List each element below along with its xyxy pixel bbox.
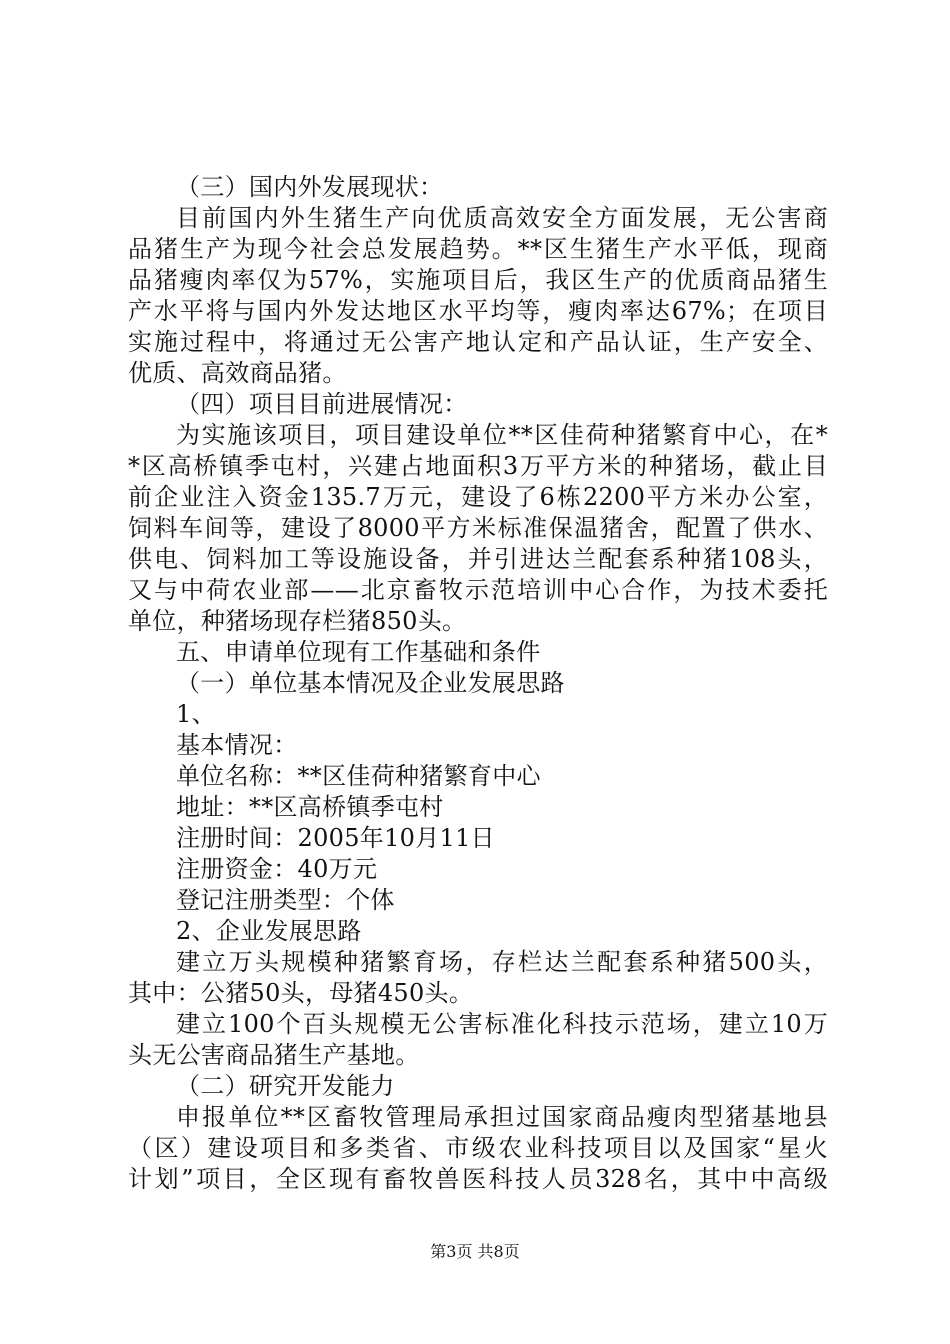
section-heading-3: （三）国内外发展现状： bbox=[176, 173, 444, 201]
paragraph-line: （区）建设项目和多类省、市级农业科技项目以及国家“星火 bbox=[128, 1134, 828, 1162]
paragraph-line: 目前国内外生猪生产向优质高效安全方面发展，无公害商 bbox=[176, 204, 828, 232]
paragraph-line: 头无公害商品猪生产基地。 bbox=[128, 1041, 420, 1069]
paragraph-line: 其中：公猪50头，母猪450头。 bbox=[128, 979, 474, 1007]
paragraph-line: 品猪生产为现今社会总发展趋势。**区生猪生产水平低，现商 bbox=[128, 235, 828, 263]
paragraph-line: 申报单位**区畜牧管理局承担过国家商品瘦肉型猪基地县 bbox=[176, 1103, 828, 1131]
paragraph-line: 建立万头规模种猪繁育场，存栏达兰配套系种猪500头， bbox=[176, 948, 828, 976]
page-footer bbox=[0, 1242, 950, 1262]
paragraph-line: 实施过程中，将通过无公害产地认定和产品认证，生产安全、 bbox=[128, 328, 828, 356]
info-registration-type: 登记注册类型：个体 bbox=[176, 886, 395, 914]
paragraph-line: 优质、高效商品猪。 bbox=[128, 359, 347, 387]
page-number: 第3页 共8页 bbox=[430, 1242, 520, 1261]
paragraph-line: 供电、饲料加工等设施设备，并引进达兰配套系种猪108头， bbox=[128, 545, 828, 573]
list-number-1: 1、 bbox=[176, 700, 216, 728]
subsection-heading-2: （二）研究开发能力 bbox=[176, 1072, 395, 1100]
basic-info-heading: 基本情况： bbox=[176, 731, 298, 759]
paragraph-line: 饲料车间等，建设了8000平方米标准保温猪舍，配置了供水、 bbox=[128, 514, 828, 542]
info-unit-name: 单位名称：**区佳荷种猪繁育中心 bbox=[176, 762, 541, 790]
paragraph-line: 建立100个百头规模无公害标准化科技示范场，建立10万 bbox=[176, 1010, 828, 1038]
paragraph-line: 计划”项目，全区现有畜牧兽医科技人员328名，其中中高级 bbox=[128, 1165, 828, 1193]
section-heading-5: 五、申请单位现有工作基础和条件 bbox=[176, 638, 541, 666]
document-body bbox=[128, 172, 828, 1195]
info-registered-capital: 注册资金：40万元 bbox=[176, 855, 378, 883]
paragraph-line: *区高桥镇季屯村，兴建占地面积3万平方米的种猪场，截止目 bbox=[128, 452, 828, 480]
paragraph-line: 为实施该项目，项目建设单位**区佳荷种猪繁育中心，在* bbox=[176, 421, 828, 449]
paragraph-line: 产水平将与国内外发达地区水平均等，瘦肉率达67%；在项目 bbox=[128, 297, 828, 325]
paragraph-line: 又与中荷农业部——北京畜牧示范培训中心合作，为技术委托 bbox=[128, 576, 828, 604]
info-address: 地址：**区高桥镇季屯村 bbox=[176, 793, 444, 821]
subsection-heading-1: （一）单位基本情况及企业发展思路 bbox=[176, 669, 565, 697]
paragraph-line: 单位，种猪场现存栏猪850头。 bbox=[128, 607, 467, 635]
paragraph-line: 前企业注入资金135.7万元，建设了6栋2200平方米办公室， bbox=[128, 483, 828, 511]
paragraph-line: 品猪瘦肉率仅为57%，实施项目后，我区生产的优质商品猪生 bbox=[128, 266, 828, 294]
info-registration-date: 注册时间：2005年10月11日 bbox=[176, 824, 495, 852]
development-heading: 2、企业发展思路 bbox=[176, 917, 362, 945]
section-heading-4: （四）项目目前进展情况： bbox=[176, 390, 468, 418]
